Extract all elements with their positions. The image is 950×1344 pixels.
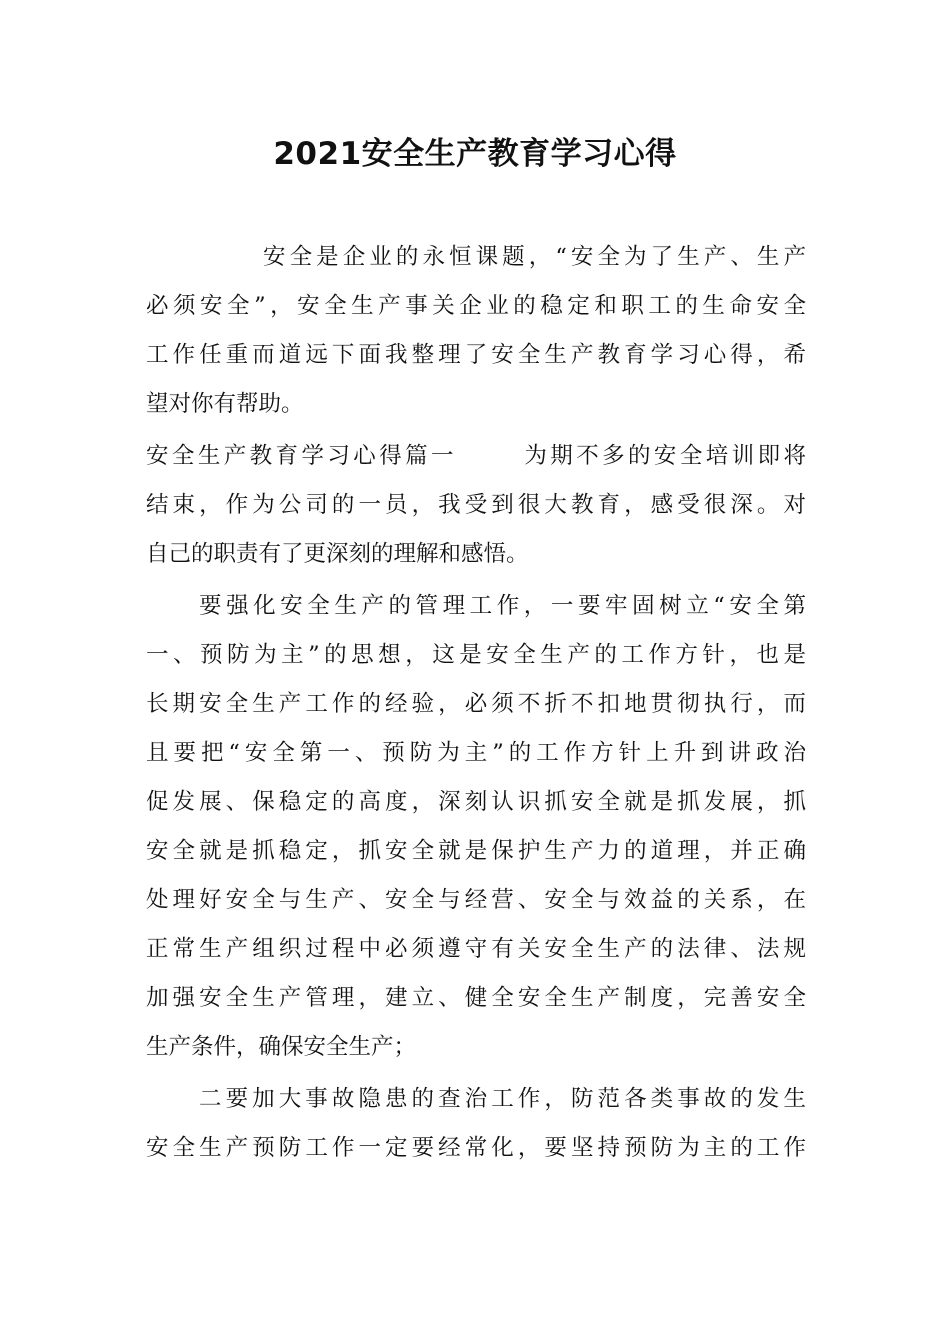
para1-line-3: 自己的职责有了更深刻的理解和感悟。 (146, 541, 529, 567)
para3-line-1: 二要加大事故隐患的查治工作，防范各类事故的发生 (199, 1086, 806, 1112)
para2-line-7: 处理好安全与生产、安全与经营、安全与效益的关系，在 (146, 887, 806, 913)
para2-line-4: 且要把“安全第一、预防为主”的工作方针上升到讲政治 (146, 740, 806, 766)
para2-line-6: 安全就是抓稳定，抓安全就是保护生产力的道理，并正确 (146, 838, 806, 864)
para2-line-8: 正常生产组织过程中必须遵守有关安全生产的法律、法规 (146, 936, 806, 962)
intro-line-3: 工作任重而道远下面我整理了安全生产教育学习心得，希 (146, 342, 806, 368)
intro-line-2: 必须安全”，安全生产事关企业的稳定和职工的生命安全 (146, 293, 806, 319)
section-heading: 安全生产教育学习心得篇一 (146, 443, 457, 469)
document-title: 2021安全生产教育学习心得 (273, 136, 677, 172)
section-heading-line (146, 432, 806, 481)
para2-line-5: 促发展、保稳定的高度，深刻认识抓安全就是抓发展，抓 (146, 789, 806, 815)
para2-line-2: 一、预防为主”的思想，这是安全生产的工作方针，也是 (146, 642, 806, 668)
para2-line-9: 加强安全生产管理，建立、健全安全生产制度，完善安全 (146, 985, 806, 1011)
intro-line-4: 望对你有帮助。 (146, 391, 304, 417)
para2-line-10: 生产条件，确保安全生产； (146, 1034, 417, 1060)
para3-line-2: 安全生产预防工作一定要经常化，要坚持预防为主的工作 (146, 1135, 806, 1161)
intro-line-1: 安全是企业的永恒课题，“安全为了生产、生产 (263, 244, 806, 270)
section-heading-continuation: 为期不多的安全培训即将 (520, 443, 806, 469)
para2-line-1: 要强化安全生产的管理工作，一要牢固树立“安全第 (199, 593, 806, 619)
para2-line-3: 长期安全生产工作的经验，必须不折不扣地贯彻执行，而 (146, 691, 806, 717)
para1-line-2: 结束，作为公司的一员，我受到很大教育，感受很深。对 (146, 492, 806, 518)
